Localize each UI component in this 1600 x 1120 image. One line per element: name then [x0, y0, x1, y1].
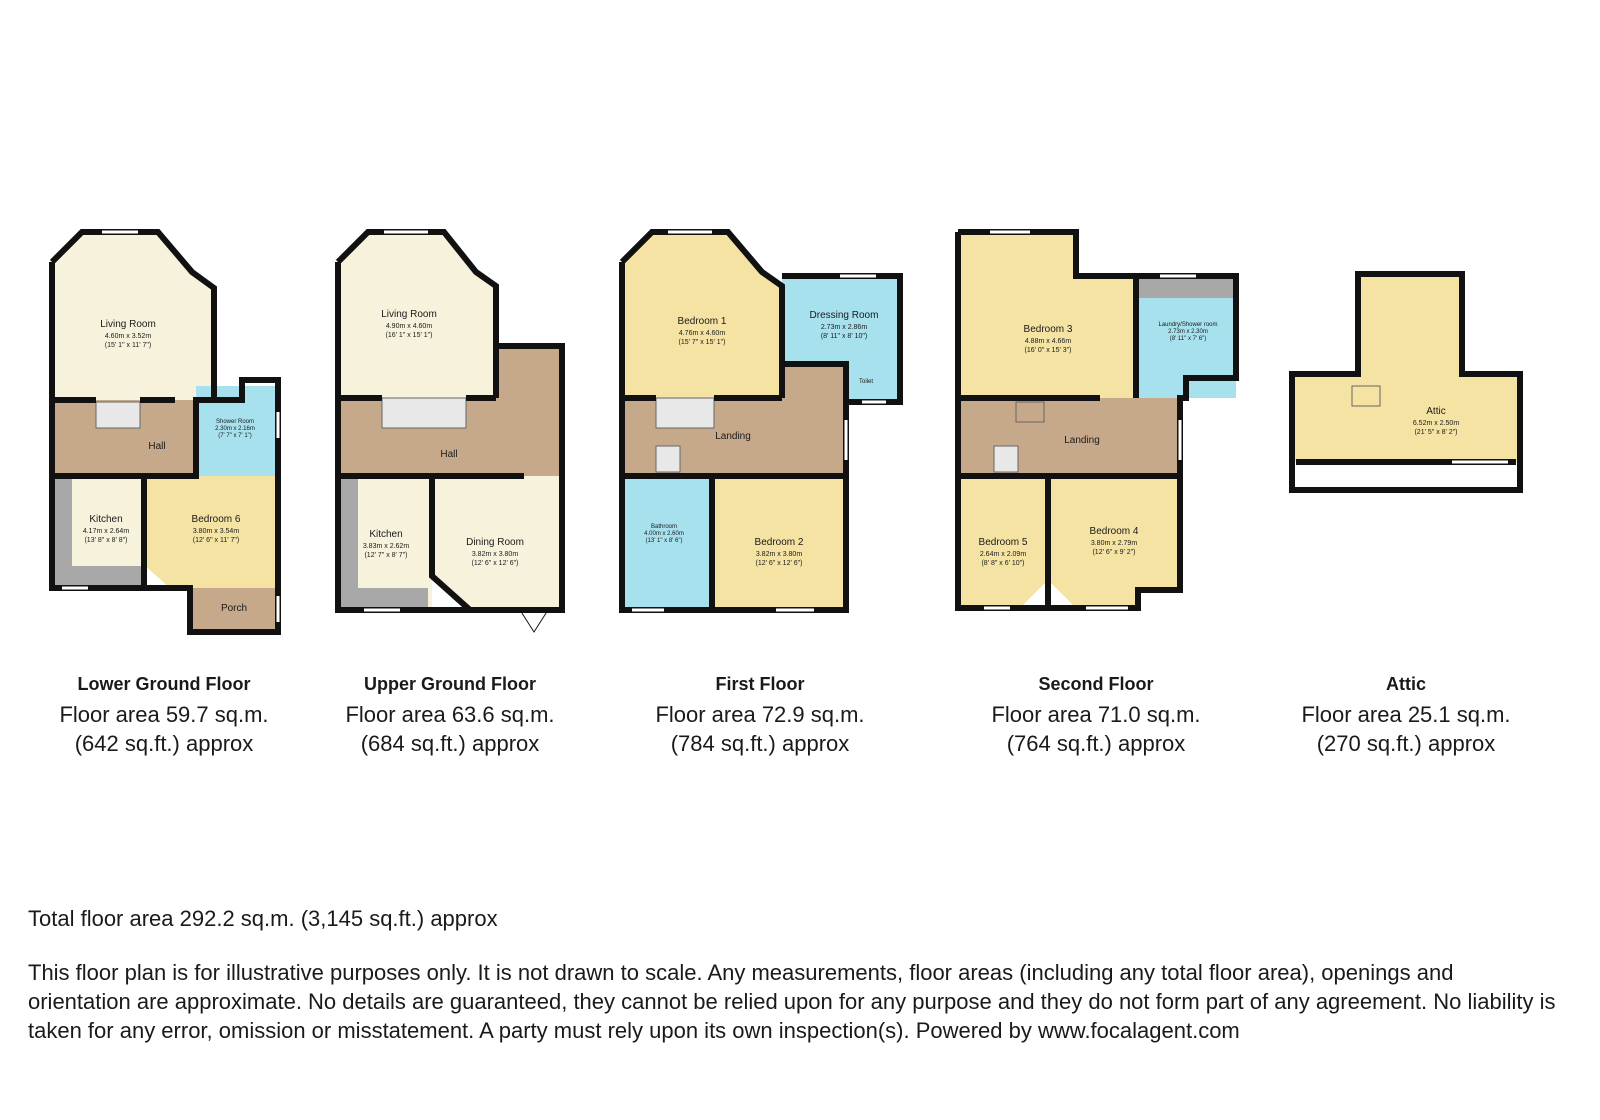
room-dimensions: 4.60m x 3.52m: [104, 333, 152, 340]
floor-area-metric: Floor area 71.0 sq.m.: [991, 702, 1201, 727]
room-label: Bedroom 1: [677, 316, 727, 327]
floor-name: Upper Ground Floor: [364, 674, 536, 694]
room-dimensions: 2.73m x 2.86m: [820, 324, 868, 331]
floor-area-imperial: (764 sq.ft.) approx: [1006, 731, 1186, 756]
floor-area-imperial: (270 sq.ft.) approx: [1316, 731, 1496, 756]
room-dimensions: 3.80m x 2.79m: [1090, 540, 1138, 547]
floor-area-imperial: (642 sq.ft.) approx: [74, 731, 254, 756]
attic-plan: [1292, 274, 1520, 490]
room-dimensions: 6.52m x 2.50m: [1412, 420, 1460, 427]
room-label: Living Room: [381, 309, 437, 320]
floor-name: Attic: [1386, 674, 1426, 694]
room-dimensions: 4.90m x 4.60m: [385, 323, 433, 330]
floor-area-metric: Floor area 25.1 sq.m.: [1301, 702, 1511, 727]
second-floor-plan: [958, 232, 1236, 608]
attic-room: [1292, 274, 1520, 462]
floor-caption-lower-ground: [24, 672, 304, 758]
room-label: Shower Room: [215, 419, 255, 425]
room-dimensions-imperial: (12' 6" x 12' 6"): [755, 560, 803, 567]
sf-bedroom-3: [958, 232, 1136, 398]
room-label: Kitchen: [369, 529, 403, 540]
first-floor-plan: [622, 232, 900, 610]
room-dimensions-imperial: (15' 1" x 11' 7"): [104, 342, 152, 349]
room-dimensions-imperial: (8' 11" x 8' 10"): [820, 333, 868, 340]
floor-caption-attic: [1266, 672, 1546, 758]
room-label: Hall: [440, 449, 458, 460]
room-dimensions-imperial: (16' 0" x 15' 3"): [1024, 347, 1072, 354]
room-label: Landing: [715, 431, 751, 442]
sf-stairs: [994, 446, 1018, 472]
room-label: Landing: [1064, 435, 1100, 446]
room-dimensions: 3.83m x 2.62m: [362, 543, 410, 550]
room-dimensions: 2.64m x 2.09m: [979, 551, 1027, 558]
room-label: Bedroom 5: [978, 537, 1028, 548]
room-dimensions-imperial: (12' 6" x 9' 2"): [1092, 549, 1136, 556]
room-label: Dining Room: [466, 537, 524, 548]
floor-area-metric: Floor area 59.7 sq.m.: [59, 702, 269, 727]
room-dimensions-imperial: (8' 8" x 6' 10"): [981, 560, 1025, 567]
floor-caption-upper-ground: [310, 672, 590, 758]
room-dimensions: 3.80m x 3.54m: [192, 528, 240, 535]
room-label: Bedroom 6: [191, 514, 241, 525]
ff-stairs-lower: [656, 446, 680, 472]
room-dimensions-imperial: (12' 6" x 12' 6"): [471, 560, 519, 567]
room-dimensions: 4.17m x 2.64m: [82, 528, 130, 535]
lower-ground-floor-plan: [52, 232, 278, 632]
room-dimensions-imperial: (12' 6" x 11' 7"): [192, 537, 240, 544]
room-dimensions: 3.82m x 3.80m: [755, 551, 803, 558]
lg-stairs: [96, 402, 140, 428]
floor-area-imperial: (684 sq.ft.) approx: [360, 731, 540, 756]
room-dimensions: 4.76m x 4.60m: [678, 330, 726, 337]
room-label: Attic: [1426, 406, 1446, 417]
disclaimer-text: This floor plan is for illustrative purposes only. It is not drawn to scale. Any measurements, floor areas (including any total floor area), openings and orientation are approximate. No details are guaranteed, they cannot be relied upon for any purpose and they do not form part of any agreement. No liability is taken for any error, omission or misstatement. A party must rely upon its own inspection(s). Powered by www.focalagent.com: [28, 960, 1556, 1043]
sf-laundry-worktop: [1136, 276, 1236, 298]
lg-living-room: [52, 232, 214, 400]
lg-kitchen-worktop-bottom: [72, 566, 144, 588]
room-dimensions-imperial: (13' 1" x 8' 6"): [645, 538, 683, 544]
attic-eaves: [1292, 462, 1520, 490]
floor-area-metric: Floor area 72.9 sq.m.: [655, 702, 865, 727]
floor-caption-first: [620, 672, 900, 758]
room-dimensions-imperial: (13' 8" x 8' 8"): [84, 537, 128, 544]
room-dimensions: 4.88m x 4.66m: [1024, 338, 1072, 345]
room-dimensions: 4.00m x 2.60m: [644, 531, 684, 537]
floor-name: Lower Ground Floor: [77, 674, 251, 694]
room-label: Living Room: [100, 319, 156, 330]
room-label: Laundry/Shower room: [1158, 322, 1218, 328]
room-dimensions: 2.73m x 2.30m: [1168, 329, 1208, 335]
ug-door-swing: [520, 610, 548, 632]
room-label: Bedroom 2: [754, 537, 804, 548]
room-dimensions-imperial: (8' 11" x 7' 6"): [1169, 336, 1207, 342]
room-label: Porch: [220, 603, 248, 614]
room-label: Kitchen: [89, 514, 123, 525]
upper-ground-floor-plan: [338, 232, 562, 632]
room-dimensions-imperial: (15' 7" x 15' 1"): [678, 339, 726, 346]
room-label: Dressing Room: [809, 310, 879, 321]
room-dimensions: 2.30m x 2.16m: [215, 426, 255, 432]
ff-bedroom-1: [622, 232, 782, 398]
floor-area-imperial: (784 sq.ft.) approx: [670, 731, 850, 756]
room-dimensions-imperial: (16' 1" x 15' 1"): [385, 332, 433, 339]
room-dimensions: 3.82m x 3.80m: [471, 551, 519, 558]
room-label: Bedroom 4: [1089, 526, 1139, 537]
total-floor-area: Total floor area 292.2 sq.m. (3,145 sq.ft.) approx: [28, 906, 498, 931]
room-label: Toilet: [858, 379, 874, 385]
floor-area-metric: Floor area 63.6 sq.m.: [345, 702, 555, 727]
room-dimensions-imperial: (12' 7" x 8' 7"): [364, 552, 408, 559]
ff-stairs: [656, 398, 714, 428]
room-label: Bathroom: [650, 524, 678, 530]
room-label: Bedroom 3: [1023, 324, 1073, 335]
room-dimensions-imperial: (7' 7" x 7' 1"): [218, 433, 252, 439]
room-label: Hall: [148, 441, 166, 452]
floor-name: Second Floor: [1038, 674, 1154, 694]
floor-name: First Floor: [715, 674, 805, 694]
ug-stairs: [382, 398, 466, 428]
room-dimensions-imperial: (21' 5" x 8' 2"): [1414, 429, 1458, 436]
floor-caption-second: [956, 672, 1236, 758]
ug-kitchen-worktop-bottom: [358, 588, 428, 610]
